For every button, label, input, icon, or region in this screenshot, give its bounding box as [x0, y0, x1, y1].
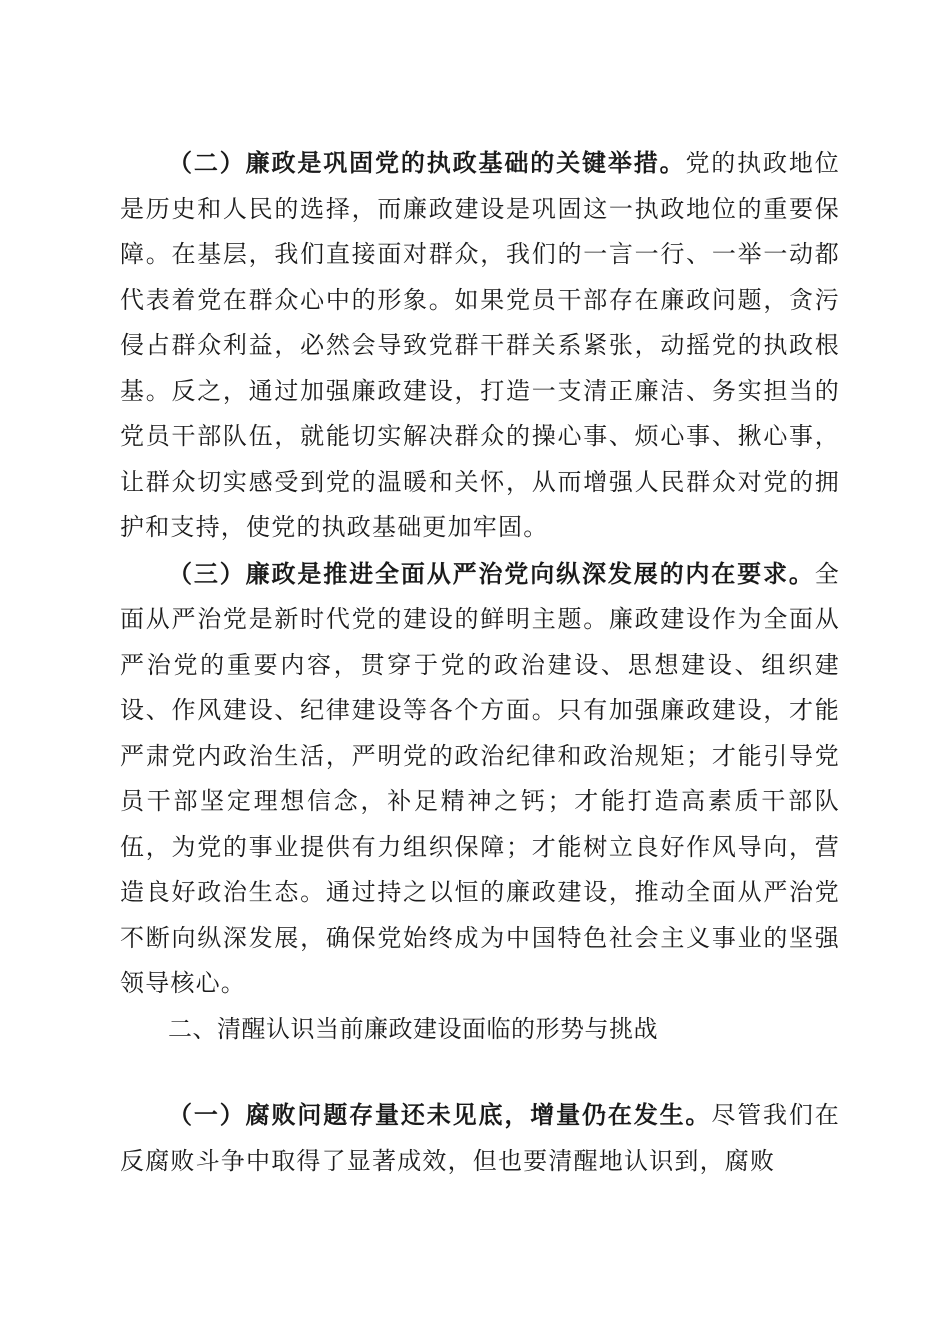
paragraph-body: 全面从严治党是新时代党的建设的鲜明主题。廉政建设作为全面从严治党的重要内容，贯穿于党的政治建设、思想建设、组织建设、作风建设、纪律建设等各个方面。只有加强廉政建设，才能严肃党内政治生活，严明党的政治纪律和政治规矩；才能引导党员干部坚定理想信念，补足精神之钙；才能打造高素质干部队伍，为党的事业提供有力组织保障；才能树立良好作风导向，营造良好政治生态。通过持之以恒的廉政建设，推动全面从严治党不断向纵深发展，确保党始终成为中国特色社会主义事业的坚强领导核心。 — [120, 559, 840, 997]
paragraph-body: 党的执政地位是历史和人民的选择，而廉政建设是巩固这一执政地位的重要保障。在基层，我们直接面对群众，我们的一言一行、一举一动都代表着党在群众心中的形象。如果党员干部存在廉政问题，贪污侵占群众利益，必然会导致党群干群关系紧张，动摇党的执政根基。反之，通过加强廉政建设，打造一支清正廉洁、务实担当的党员干部队伍，就能切实解决群众的操心事、烦心事、揪心事，让群众切实感受到党的温暖和关怀，从而增强人民群众对党的拥护和支持，使党的执政基础更加牢固。 — [120, 149, 840, 541]
paragraph-lead: （二）廉政是巩固党的执政基础的关键举措。 — [168, 148, 686, 177]
document-page — [120, 140, 840, 1184]
paragraph-body: 尽管我们在反腐败斗争中取得了显著成效，但也要清醒地认识到，腐败 — [120, 1101, 840, 1175]
paragraph-lead: （三）廉政是推进全面从严治党向纵深发展的内在要求。 — [168, 558, 815, 588]
section-heading: 二、清醒认识当前廉政建设面临的形势与挑战 — [168, 1014, 658, 1043]
paragraph-corruption-stock — [120, 1092, 840, 1184]
paragraph-party-governance-foundation — [120, 140, 840, 551]
section-spacer — [120, 1052, 840, 1092]
paragraph-lead: （一）腐败问题存量还未见底，增量仍在发生。 — [168, 1100, 712, 1129]
paragraph-strict-party-governance — [120, 551, 840, 1007]
